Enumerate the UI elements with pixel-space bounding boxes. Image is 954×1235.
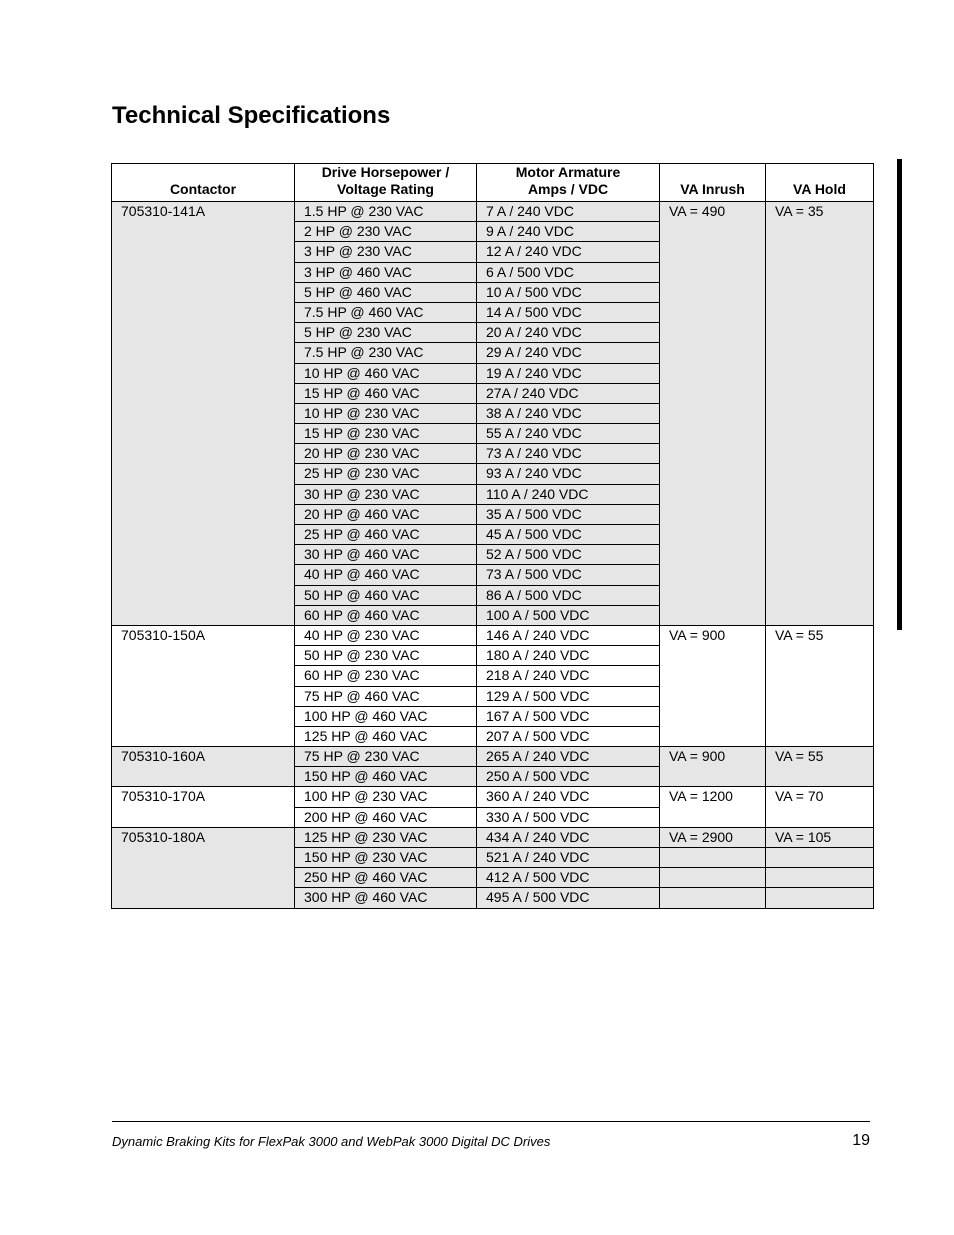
table-row bbox=[112, 827, 874, 847]
armature-amps-cell: 35 A / 500 VDC bbox=[477, 504, 660, 524]
horsepower-cell: 5 HP @ 230 VAC bbox=[295, 323, 477, 343]
va-hold-cell bbox=[766, 848, 874, 868]
table-body bbox=[112, 202, 874, 909]
va-hold-cell: VA = 35 bbox=[766, 202, 874, 626]
horsepower-cell: 50 HP @ 230 VAC bbox=[295, 646, 477, 666]
va-hold-cell: VA = 55 bbox=[766, 747, 874, 787]
va-inrush-cell: VA = 490 bbox=[660, 202, 766, 626]
armature-amps-cell: 12 A / 240 VDC bbox=[477, 242, 660, 262]
va-hold-cell: VA = 105 bbox=[766, 827, 874, 847]
header-contactor bbox=[112, 164, 295, 202]
table-row bbox=[112, 202, 874, 222]
table-row bbox=[112, 625, 874, 645]
horsepower-cell: 40 HP @ 230 VAC bbox=[295, 625, 477, 645]
armature-amps-cell: 55 A / 240 VDC bbox=[477, 424, 660, 444]
armature-amps-cell: 38 A / 240 VDC bbox=[477, 403, 660, 423]
horsepower-cell: 3 HP @ 460 VAC bbox=[295, 262, 477, 282]
header-va-hold bbox=[766, 164, 874, 202]
va-inrush-cell: VA = 1200 bbox=[660, 787, 766, 827]
va-inrush-cell: VA = 2900 bbox=[660, 827, 766, 847]
header-va-hold-label: VA Hold bbox=[793, 181, 846, 197]
horsepower-cell: 60 HP @ 230 VAC bbox=[295, 666, 477, 686]
horsepower-cell: 150 HP @ 230 VAC bbox=[295, 848, 477, 868]
horsepower-cell: 60 HP @ 460 VAC bbox=[295, 605, 477, 625]
horsepower-cell: 75 HP @ 460 VAC bbox=[295, 686, 477, 706]
horsepower-cell: 30 HP @ 230 VAC bbox=[295, 484, 477, 504]
horsepower-cell: 20 HP @ 460 VAC bbox=[295, 504, 477, 524]
armature-amps-cell: 129 A / 500 VDC bbox=[477, 686, 660, 706]
horsepower-cell: 200 HP @ 460 VAC bbox=[295, 807, 477, 827]
horsepower-cell: 2 HP @ 230 VAC bbox=[295, 222, 477, 242]
horsepower-cell: 50 HP @ 460 VAC bbox=[295, 585, 477, 605]
table-header-row bbox=[112, 164, 874, 202]
header-hp-line2: Voltage Rating bbox=[337, 181, 434, 197]
va-inrush-cell: VA = 900 bbox=[660, 747, 766, 787]
armature-amps-cell: 7 A / 240 VDC bbox=[477, 202, 660, 222]
horsepower-cell: 5 HP @ 460 VAC bbox=[295, 282, 477, 302]
horsepower-cell: 10 HP @ 230 VAC bbox=[295, 403, 477, 423]
horsepower-cell: 40 HP @ 460 VAC bbox=[295, 565, 477, 585]
armature-amps-cell: 207 A / 500 VDC bbox=[477, 726, 660, 746]
header-va-inrush bbox=[660, 164, 766, 202]
armature-amps-cell: 29 A / 240 VDC bbox=[477, 343, 660, 363]
horsepower-cell: 75 HP @ 230 VAC bbox=[295, 747, 477, 767]
contactor-cell: 705310-150A bbox=[112, 625, 295, 746]
horsepower-cell: 250 HP @ 460 VAC bbox=[295, 868, 477, 888]
va-inrush-cell bbox=[660, 868, 766, 888]
armature-amps-cell: 434 A / 240 VDC bbox=[477, 827, 660, 847]
armature-amps-cell: 9 A / 240 VDC bbox=[477, 222, 660, 242]
horsepower-cell: 15 HP @ 230 VAC bbox=[295, 424, 477, 444]
armature-amps-cell: 110 A / 240 VDC bbox=[477, 484, 660, 504]
armature-amps-cell: 218 A / 240 VDC bbox=[477, 666, 660, 686]
horsepower-cell: 7.5 HP @ 230 VAC bbox=[295, 343, 477, 363]
specifications-table bbox=[111, 163, 874, 909]
contactor-cell: 705310-160A bbox=[112, 747, 295, 787]
table-row bbox=[112, 747, 874, 767]
armature-amps-cell: 360 A / 240 VDC bbox=[477, 787, 660, 807]
horsepower-cell: 125 HP @ 460 VAC bbox=[295, 726, 477, 746]
horsepower-cell: 25 HP @ 230 VAC bbox=[295, 464, 477, 484]
armature-amps-cell: 250 A / 500 VDC bbox=[477, 767, 660, 787]
page-number: 19 bbox=[852, 1132, 870, 1149]
horsepower-cell: 15 HP @ 460 VAC bbox=[295, 383, 477, 403]
header-amps-line2: Amps / VDC bbox=[527, 181, 609, 197]
armature-amps-cell: 146 A / 240 VDC bbox=[477, 625, 660, 645]
contactor-cell: 705310-141A bbox=[112, 202, 295, 626]
armature-amps-cell: 52 A / 500 VDC bbox=[477, 545, 660, 565]
table-row bbox=[112, 787, 874, 807]
armature-amps-cell: 100 A / 500 VDC bbox=[477, 605, 660, 625]
horsepower-cell: 7.5 HP @ 460 VAC bbox=[295, 302, 477, 322]
horsepower-cell: 125 HP @ 230 VAC bbox=[295, 827, 477, 847]
change-bar bbox=[897, 159, 902, 630]
armature-amps-cell: 495 A / 500 VDC bbox=[477, 888, 660, 908]
header-contactor-label: Contactor bbox=[169, 181, 237, 197]
header-motor-armature bbox=[477, 164, 660, 202]
armature-amps-cell: 93 A / 240 VDC bbox=[477, 464, 660, 484]
armature-amps-cell: 86 A / 500 VDC bbox=[477, 585, 660, 605]
contactor-cell: 705310-170A bbox=[112, 787, 295, 827]
va-hold-cell: VA = 55 bbox=[766, 625, 874, 746]
va-inrush-cell bbox=[660, 848, 766, 868]
armature-amps-cell: 6 A / 500 VDC bbox=[477, 262, 660, 282]
armature-amps-cell: 330 A / 500 VDC bbox=[477, 807, 660, 827]
armature-amps-cell: 73 A / 500 VDC bbox=[477, 565, 660, 585]
horsepower-cell: 30 HP @ 460 VAC bbox=[295, 545, 477, 565]
va-inrush-cell: VA = 900 bbox=[660, 625, 766, 746]
horsepower-cell: 150 HP @ 460 VAC bbox=[295, 767, 477, 787]
va-hold-cell: VA = 70 bbox=[766, 787, 874, 827]
footer-title: Dynamic Braking Kits for FlexPak 3000 and WebPak 3000 Digital DC Drives bbox=[112, 1134, 551, 1149]
horsepower-cell: 100 HP @ 460 VAC bbox=[295, 706, 477, 726]
header-amps-line1: Motor Armature bbox=[515, 164, 621, 180]
armature-amps-cell: 521 A / 240 VDC bbox=[477, 848, 660, 868]
horsepower-cell: 1.5 HP @ 230 VAC bbox=[295, 202, 477, 222]
header-drive-horsepower bbox=[295, 164, 477, 202]
armature-amps-cell: 10 A / 500 VDC bbox=[477, 282, 660, 302]
armature-amps-cell: 180 A / 240 VDC bbox=[477, 646, 660, 666]
armature-amps-cell: 45 A / 500 VDC bbox=[477, 525, 660, 545]
armature-amps-cell: 14 A / 500 VDC bbox=[477, 302, 660, 322]
contactor-cell: 705310-180A bbox=[112, 827, 295, 908]
header-va-inrush-label: VA Inrush bbox=[680, 181, 745, 197]
armature-amps-cell: 27A / 240 VDC bbox=[477, 383, 660, 403]
horsepower-cell: 10 HP @ 460 VAC bbox=[295, 363, 477, 383]
armature-amps-cell: 167 A / 500 VDC bbox=[477, 706, 660, 726]
footer-rule bbox=[112, 1121, 870, 1122]
horsepower-cell: 3 HP @ 230 VAC bbox=[295, 242, 477, 262]
armature-amps-cell: 265 A / 240 VDC bbox=[477, 747, 660, 767]
horsepower-cell: 100 HP @ 230 VAC bbox=[295, 787, 477, 807]
va-hold-cell bbox=[766, 868, 874, 888]
va-hold-cell bbox=[766, 888, 874, 908]
page-title: Technical Specifications bbox=[112, 102, 391, 129]
horsepower-cell: 300 HP @ 460 VAC bbox=[295, 888, 477, 908]
va-inrush-cell bbox=[660, 888, 766, 908]
header-hp-line1: Drive Horsepower / bbox=[321, 164, 450, 180]
horsepower-cell: 20 HP @ 230 VAC bbox=[295, 444, 477, 464]
armature-amps-cell: 20 A / 240 VDC bbox=[477, 323, 660, 343]
horsepower-cell: 25 HP @ 460 VAC bbox=[295, 525, 477, 545]
armature-amps-cell: 412 A / 500 VDC bbox=[477, 868, 660, 888]
armature-amps-cell: 19 A / 240 VDC bbox=[477, 363, 660, 383]
armature-amps-cell: 73 A / 240 VDC bbox=[477, 444, 660, 464]
